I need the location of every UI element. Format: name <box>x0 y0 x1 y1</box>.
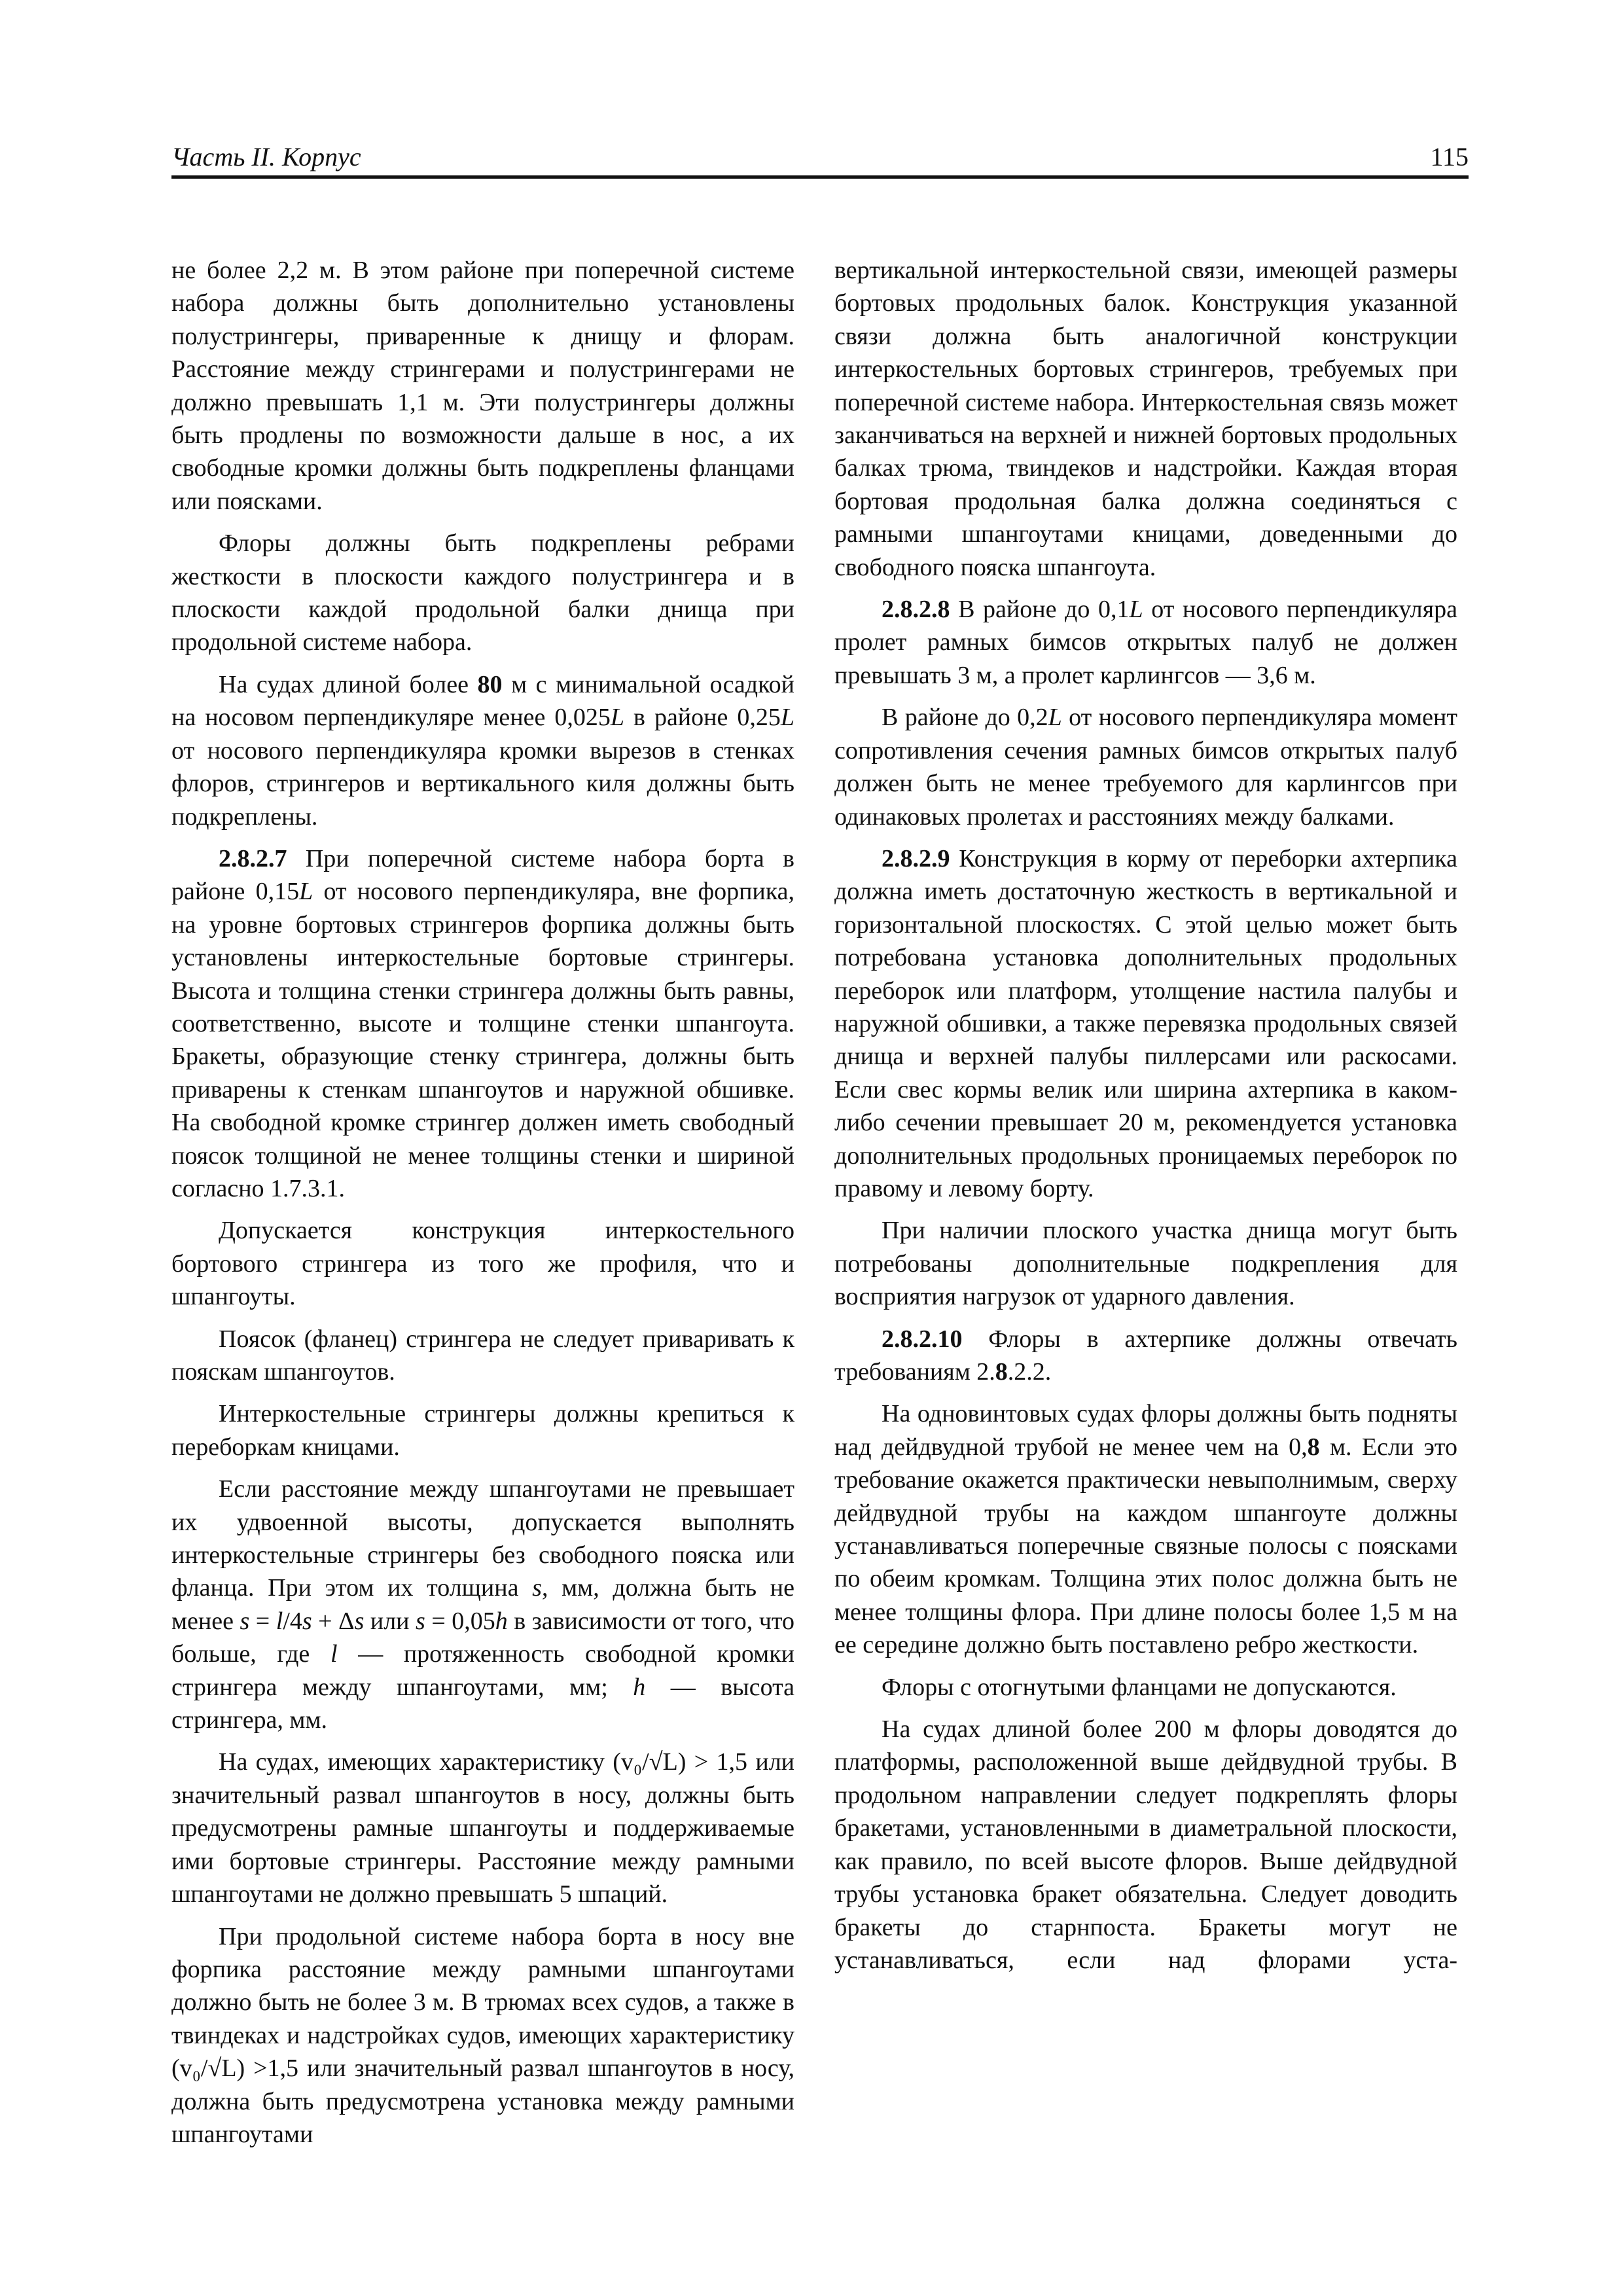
paragraph <box>171 1473 794 1736</box>
variable: l <box>276 1607 283 1635</box>
text-run: Допускается конструкция интеркостельного бортового стрингера из того же профиля, что и шпангоуты. <box>171 1217 794 1311</box>
text-run: от носового перпендикуляра, вне форпика, на уровне бортовых стрингеров форпика должны быть установлены интеркостельные бортовые стрингеры. Высота и толщина стенки стрингера должны быть равны, соответственно, высоте и толщине стенки шпангоута. Бракеты, образующие стенку стрингера, должны быть приварены к стенкам шпангоутов и наружной обшивке. На свободной кромке стрингер должен иметь свободный поясок толщиной не менее толщины стенки и шириной согласно 1.7.3.1. <box>171 878 794 1202</box>
text-run: — протяженность свободной кромки стрингера между шпангоутами, мм; <box>171 1640 794 1701</box>
text-run: При поперечной системе набора борта в районе 0,15 <box>171 844 794 906</box>
section-number: 2.8.2.9 <box>882 844 950 872</box>
paragraph <box>171 842 794 1205</box>
paragraph <box>834 593 1457 692</box>
text-run: В районе до 0,1 <box>950 596 1130 624</box>
text-run: Флоры с отогнутыми фланцами не допускаются. <box>882 1673 1397 1701</box>
text-run: не более 2,2 м. В этом районе при поперечной системе набора должны быть дополнительно установлены полустрингеры, приваренные к днищу и флорам. Расстояние между стрингерами и полустрингерами не должно превышать 1,1 м. Эти полустрингеры должны быть продлены по возможности дальше в нос, а их свободные кромки должны быть подкреплены фланцами или поясками. <box>171 257 794 515</box>
text-run: На судах длиной более <box>219 670 478 698</box>
text-run: = <box>249 1607 276 1635</box>
section-number: 2.8.2.10 <box>882 1325 963 1353</box>
paragraph <box>171 1920 794 2151</box>
variable: L <box>1129 596 1143 624</box>
variable: h <box>633 1673 646 1701</box>
variable: L <box>1048 704 1062 732</box>
paragraph <box>834 1397 1457 1661</box>
paragraph <box>834 1671 1457 1704</box>
section-number: 80 <box>477 670 503 698</box>
formula: (v₀/√L) <box>171 2054 245 2083</box>
text-run: в зависимости от того, что больше, где <box>171 1607 794 1668</box>
paragraph <box>834 1323 1457 1389</box>
text-run: Флоры в ахтерпике должны отвечать требованиям 2. <box>834 1325 1457 1386</box>
text-run: >1,5 или значительный развал шпангоутов в носу, должна быть предусмотрена установка между рамными шпангоутами <box>171 2054 794 2148</box>
paragraph <box>171 527 794 659</box>
text-run: В районе до 0,2 <box>882 704 1048 732</box>
section-number: 8 <box>995 1358 1008 1386</box>
paragraph <box>171 1746 794 1910</box>
paragraph <box>171 668 794 833</box>
header-title: Часть II. Корпус <box>171 142 361 171</box>
paragraph <box>834 1713 1457 1977</box>
text-run: м. Если это требование окажется практически невыполнимым, сверху дейдвудной трубы на каждом шпангоуте должны устанавливаться поперечные связные полосы с поясками по обеим кромкам. Толщина этих полос должна быть не менее толщины флора. При длине полосы более 1,5 м на ее середине должно быть поставлено ребро жесткости. <box>834 1433 1457 1659</box>
text-run: На судах, имеющих характеристику <box>219 1748 613 1776</box>
text-run: .2.2. <box>1007 1358 1052 1386</box>
page-number: 115 <box>1430 142 1469 171</box>
text-run: При продольной системе набора борта в носу вне форпика расстояние между рамными шпангоутами должно быть не более 3 м. В трюмах всех судов, а также в твиндеках и надстройках судов, имеющих характеристику <box>171 1922 794 2049</box>
variable: L <box>780 704 794 732</box>
text-run: + Δ <box>312 1607 355 1635</box>
text-run: или <box>364 1607 416 1635</box>
text-run: Если расстояние между шпангоутами не превышает их удвоенной высоты, допускается выполнять интеркостельные стрингеры без свободного пояска или фланца. При этом их толщина <box>171 1475 794 1602</box>
text-run: — высота стрингера, мм. <box>171 1673 794 1734</box>
text-run: в районе 0,25 <box>624 704 781 732</box>
text-run: от носового перпендикуляра кромки вырезов в стенках флоров, стрингеров и вертикального киля должны быть подкреплены. <box>171 736 794 831</box>
paragraph <box>834 842 1457 1205</box>
paragraph <box>171 1397 794 1463</box>
right-column <box>834 254 1457 1986</box>
variable: s <box>240 1607 250 1635</box>
text-run: , мм, должна быть не менее <box>171 1574 794 1635</box>
variable: L <box>610 704 624 732</box>
section-number: 2.8.2.8 <box>882 596 950 624</box>
text-run: от носового перпендикуляра пролет рамных бимсов открытых палуб не должен превышать 3 м, а пролет карлингсов — 3,6 м. <box>834 596 1457 689</box>
variable: s <box>532 1574 542 1602</box>
text-run: вертикальной интеркостельной связи, имеющей размеры бортовых продольных балок. Конструкция указанной связи должна быть аналогичной конструкции интеркостельных бортовых стрингеров, требуемых при поперечной системе набора. Интеркостельная связь может заканчиваться на верхней и нижней бортовых продольных балках трюма, твиндеков и надстройки. Каждая вторая бортовая продольная балка должна соединяться с рамными шпангоутами кницами, доведенными до свободного пояска шпангоута. <box>834 257 1457 581</box>
variable: s <box>302 1607 312 1635</box>
text-run: Интеркостельные стрингеры должны крепиться к переборкам кницами. <box>171 1400 794 1461</box>
paragraph <box>171 1214 794 1313</box>
variable: l <box>330 1640 338 1668</box>
text-run: Флоры должны быть подкреплены ребрами жесткости в плоскости каждого полустрингера и в плоскости каждой продольной балки днища при продольной системе набора. <box>171 529 794 656</box>
section-number: 8 <box>1307 1433 1320 1461</box>
text-run: Поясок (фланец) стрингера не следует приваривать к пояскам шпангоутов. <box>171 1325 794 1386</box>
text-run: Конструкция в корму от переборки ахтерпика должна иметь достаточную жесткость в вертикальной и горизонтальной плоскостях. С этой целью может быть потребована установка дополнительных продольных переборок или платформ, утолщение настила палубы и наружной обшивки, а также перевязка продольных связей днища и верхней палубы пиллерсами или раскосами. Если свес кормы велик или ширина ахтерпика в каком-либо сечении превышает 20 м, рекомендуется установка дополнительных продольных проницаемых переборок по правому и левому борту. <box>834 844 1457 1202</box>
text-run: = 0,05 <box>425 1607 495 1635</box>
formula: (v₀/√L) <box>613 1748 687 1776</box>
variable: s <box>354 1607 365 1635</box>
paragraph <box>171 254 794 518</box>
paragraph <box>834 1214 1457 1313</box>
section-number: 2.8.2.7 <box>219 844 287 872</box>
paragraph <box>834 701 1457 833</box>
paragraph <box>171 1323 794 1389</box>
left-column <box>171 254 794 2160</box>
text-run: На одновинтовых судах флоры должны быть подняты над дейдвудной трубой не менее чем на 0, <box>834 1400 1457 1461</box>
text-run: м с минимальной осадкой на носовом перпендикуляре менее 0,025 <box>171 670 794 732</box>
text-run: /4 <box>283 1607 302 1635</box>
running-header <box>171 137 1469 179</box>
paragraph <box>834 254 1457 584</box>
variable: L <box>299 878 313 906</box>
variable: h <box>495 1607 508 1635</box>
text-run: На судах длиной более 200 м флоры доводятся до платформы, расположенной выше дейдвудной трубы. В продольном направлении следует подкреплять флоры бракетами, установленными в диаметральной плоскости, как правило, по всей высоте флоров. Выше дейдвудной трубы установка бракет обязательна. Следует доводить бракеты до старнпоста. Бракеты могут не устанавливаться, если над флорами уста- <box>834 1715 1457 1974</box>
text-run: При наличии плоского участка днища могут быть потребованы дополнительные подкрепления для восприятия нагрузок от ударного давления. <box>834 1217 1457 1311</box>
text-run: от носового перпендикуляра момент сопротивления сечения рамных бимсов открытых палуб должен быть не менее требуемого для карлингсов при одинаковых пролетах и расстояниях между балками. <box>834 704 1457 831</box>
variable: s <box>416 1607 425 1635</box>
text-run: > 1,5 или значительный развал шпангоутов в носу, должны быть предусмотрены рамные шпангоуты и поддерживаемые ими бортовые стрингеры. Расстояние между рамными шпангоутами не должно превышать 5 шпаций. <box>171 1748 794 1909</box>
